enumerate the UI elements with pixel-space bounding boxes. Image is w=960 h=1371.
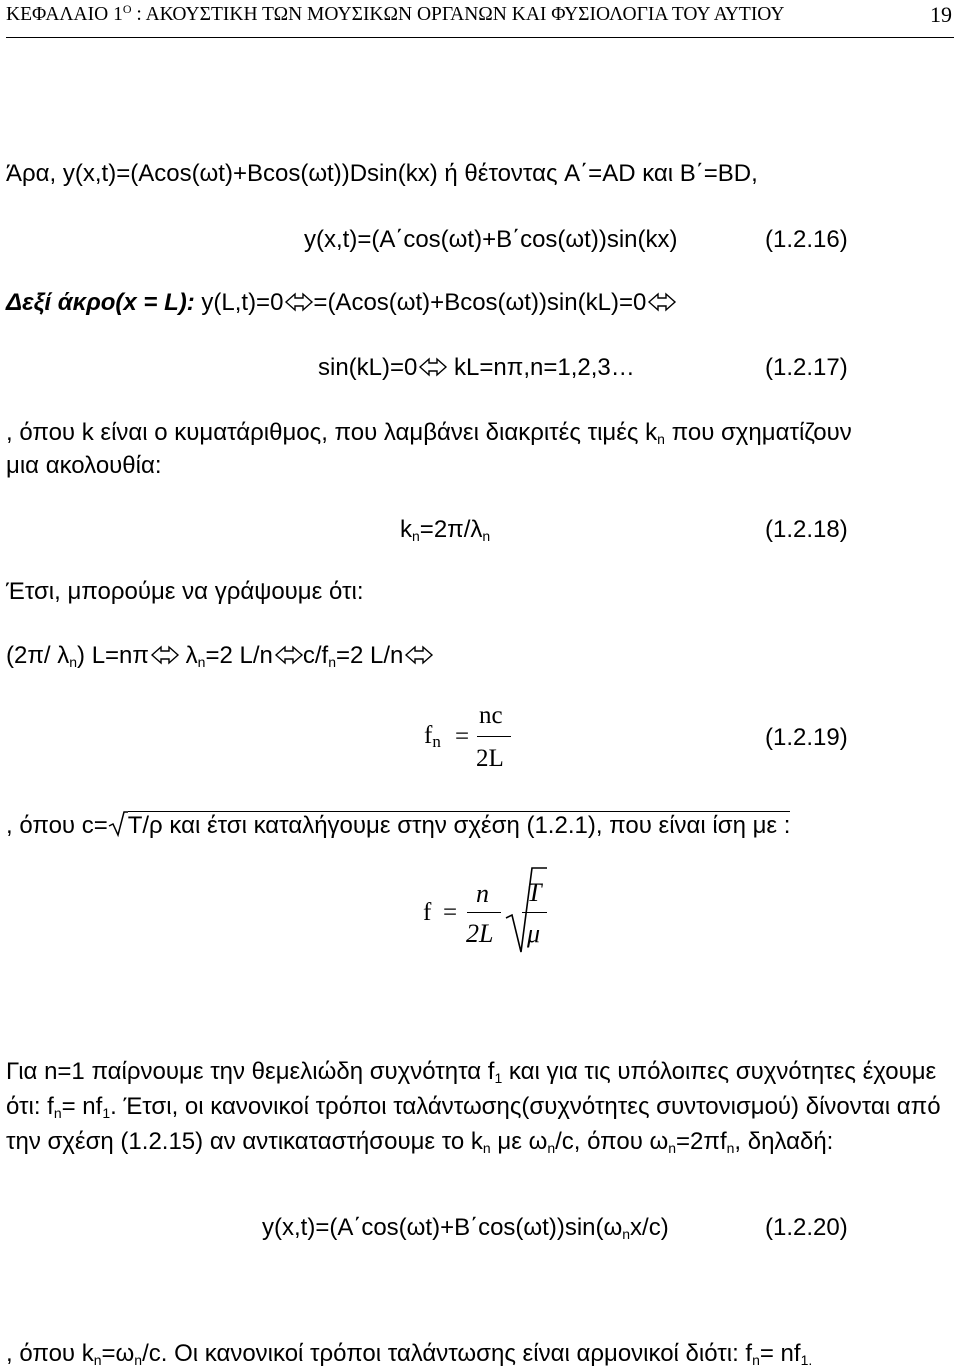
eq19-numerator: nc	[479, 702, 503, 729]
c-definition-line	[6, 811, 790, 840]
para-sub3: 1	[102, 1105, 111, 1121]
chain-sub1: n	[69, 654, 78, 670]
last-b: =ω	[101, 1340, 135, 1367]
equation-number-20: (1.2.20)	[765, 1214, 848, 1241]
c-text-a: , όπου c=	[6, 812, 108, 839]
right-end-label: Δεξί άκρο(x = L):	[6, 289, 195, 316]
double-arrow-icon	[403, 645, 433, 665]
double-arrow-icon	[273, 645, 303, 665]
chapter-superscript: Ο	[122, 2, 132, 16]
para-a: Για n=1 παίρνουμε την θεμελιώδη συχνότητα f	[6, 1058, 495, 1085]
last-d: = nf	[759, 1340, 801, 1367]
chain-d: =2 L/n	[205, 642, 273, 669]
k-description-text-b: που σχηματίζουν	[664, 419, 852, 446]
sqrt-icon	[108, 811, 128, 837]
para-h: , δηλαδή:	[734, 1128, 834, 1155]
last-line	[6, 1340, 812, 1368]
chain-f: =2 L/n	[335, 642, 404, 669]
double-arrow-icon	[646, 292, 676, 312]
k-description-line-1	[6, 419, 852, 447]
last-sub1: n	[93, 1352, 102, 1368]
f-equals: =	[443, 899, 458, 926]
equation-number-16: (1.2.16)	[765, 226, 848, 253]
eq19-equals: =	[455, 723, 470, 750]
last-sub2: n	[134, 1352, 143, 1368]
double-arrow-icon	[149, 645, 179, 665]
k-description-text-a: , όπου k είναι ο κυματάριθμος, που λαμβάνει διακριτές τιμές k	[6, 419, 658, 446]
para-e: με ω	[490, 1128, 548, 1155]
chain-e: c/f	[302, 642, 329, 669]
para-sub7: n	[726, 1140, 735, 1156]
running-header	[6, 4, 785, 26]
equation-1-2-18	[400, 516, 490, 544]
equation-number-19: (1.2.19)	[765, 724, 848, 751]
f-numerator-n: n	[476, 879, 489, 908]
chain-c: λ	[178, 642, 198, 669]
chapter-prefix: ΚΕΦΑΛΑΙΟ 1	[6, 4, 123, 25]
chain-a: (2π/ λ	[6, 642, 70, 669]
equation-number-17: (1.2.17)	[765, 354, 848, 381]
eq18-k: k	[400, 516, 412, 543]
para-sub4: n	[482, 1140, 491, 1156]
para-b: και για τις υπόλοιπες συχνότητες έχουμε ότι: f	[6, 1058, 937, 1120]
para-c: = nf	[61, 1093, 103, 1120]
last-c: /c. Οι κανονικοί τρόποι ταλάντωσης είναι αρμονικοί διότι: f	[142, 1340, 753, 1367]
c-text-b: T/ρ και έτσι καταλήγουμε στην σχέση (1.2.1), που είναι ίση με :	[127, 812, 791, 839]
eq19-fraction-bar	[477, 736, 511, 737]
eq19-sub: n	[432, 732, 441, 751]
eq17-part-b: kL=nπ,n=1,2,3…	[447, 354, 635, 381]
equation-1-2-20	[262, 1214, 669, 1242]
f-lhs: f	[423, 899, 432, 926]
f-root-T: T	[527, 878, 542, 907]
eq19-f: f	[424, 722, 433, 749]
f-root-bar	[522, 912, 547, 913]
chain-sub3: n	[328, 654, 336, 670]
eq17-part-a: sin(kL)=0	[318, 354, 418, 381]
para-sub6: n	[668, 1140, 677, 1156]
page-number: 19	[930, 2, 952, 27]
para-sub2: n	[53, 1105, 62, 1121]
eq20-b: x/c)	[630, 1214, 669, 1241]
k-description-line-2: μια ακολουθία:	[6, 452, 162, 479]
chapter-title: : ΑΚΟΥΣΤΙΚΗ ΤΩΝ ΜΟΥΣΙΚΩΝ ΟΡΓΑΝΩΝ ΚΑΙ ΦΥΣΙΟΛΟΓΙΑ ΤΟΥ ΑΥΤΙΟΥ	[131, 4, 785, 25]
header-rule	[6, 37, 954, 38]
eq18-sub: n	[412, 528, 420, 544]
double-arrow-icon	[417, 357, 447, 377]
eq19-denominator: 2L	[476, 745, 504, 772]
normal-modes-paragraph	[6, 1054, 946, 1159]
f-fraction-bar	[467, 912, 501, 913]
eq20-a: y(x,t)=(A΄cos(ωt)+B΄cos(ωt))sin(ω	[262, 1214, 623, 1241]
para-f: /c, όπου ω	[555, 1128, 669, 1155]
right-end-eq-b: =(Acos(ωt)+Bcos(ωt))sin(kL)=0	[313, 289, 647, 316]
double-arrow-icon	[283, 292, 313, 312]
chain-sub2: n	[197, 654, 206, 670]
eq19-lhs	[424, 722, 441, 750]
eq20-sub: n	[622, 1226, 631, 1242]
last-a: , όπου k	[6, 1340, 94, 1367]
eq18-mid: =2π/λ	[419, 516, 483, 543]
equation-1-2-16: y(x,t)=(A΄cos(ωt)+B΄cos(ωt))sin(kx)	[304, 226, 678, 253]
last-sub4: 1.	[800, 1352, 813, 1368]
last-sub3: n	[752, 1352, 760, 1368]
right-end-eq-a: y(L,t)=0	[194, 289, 284, 316]
equation-number-18: (1.2.18)	[765, 516, 848, 543]
k-subscript: n	[657, 431, 665, 447]
equation-1-2-17	[318, 354, 635, 382]
para-d: . Έτσι, οι κανονικοί τρόποι ταλάντωσης(συχνότητες συντονισμού) δίνονται από την σχέση (1.2.15) αν αντικαταστήσουμε το k	[6, 1093, 941, 1155]
para-sub1: 1	[494, 1070, 503, 1086]
eq18-sub2: n	[482, 528, 491, 544]
body-line-1: Άρα, y(x,t)=(Acos(ωt)+Bcos(ωt))Dsin(kx) ή θέτοντας A΄=AD και B΄=BD,	[6, 160, 758, 187]
chain-equation	[6, 642, 433, 670]
para-sub5: n	[547, 1140, 556, 1156]
right-end-line	[6, 289, 676, 317]
chain-b: ) L=nπ	[77, 642, 149, 669]
etsi-line: Έτσι, μπορούμε να γράψουμε ότι:	[6, 578, 364, 605]
para-g: =2πf	[676, 1128, 727, 1155]
f-root-mu: μ	[527, 919, 541, 948]
f-denominator: 2L	[466, 919, 494, 948]
